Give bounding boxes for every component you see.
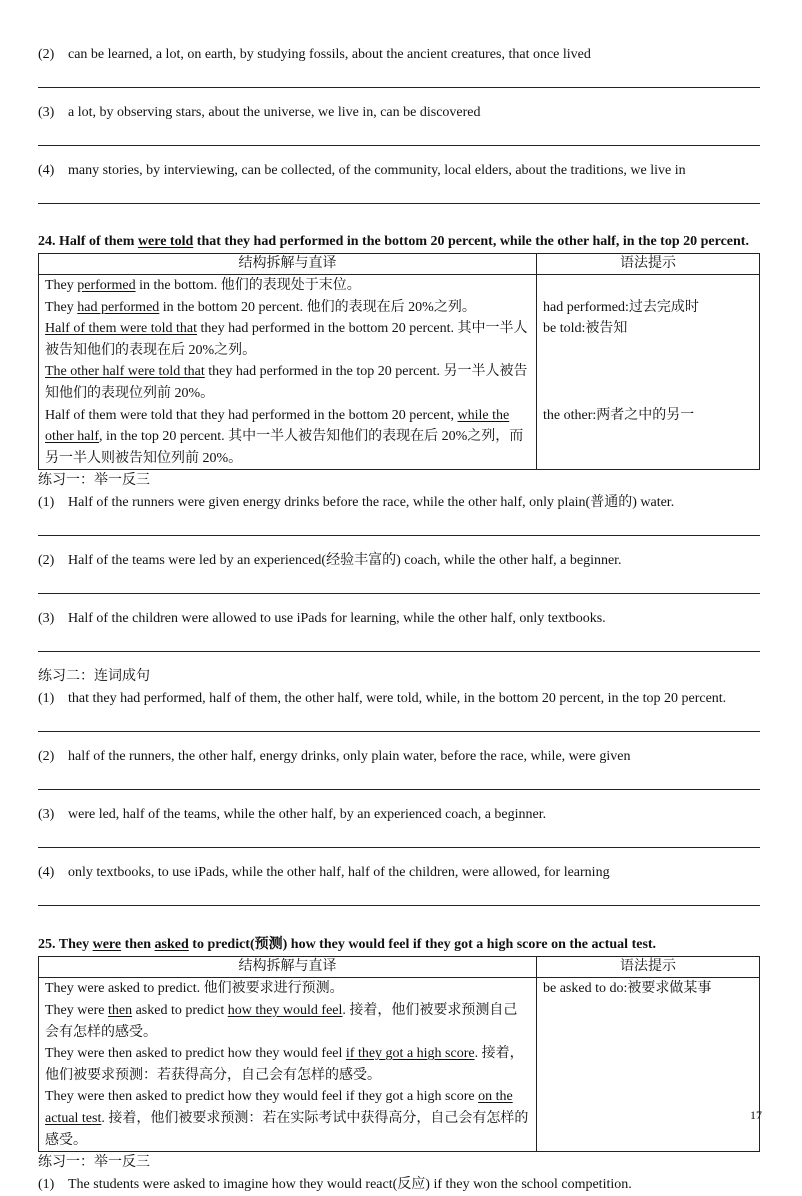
text-segment: asked to predict [132,1002,228,1018]
spacer [38,88,760,102]
structure-line [45,1086,530,1151]
item-number: (2) [38,553,55,569]
text-segment: they had performed in the top 20 percent. 另一半人被告知他们的表现位列前 20%。 [45,364,528,401]
underlined-text: Half of them were told that [45,321,198,337]
structure-line [45,275,530,297]
analysis-table [38,956,760,1152]
text-segment: in the bottom. 他们的表现处于末位。 [135,278,361,293]
text-segment: to predict(预测) how they would feel if they got a high score on the actual test. [188,937,657,953]
spacer [38,124,760,145]
item-number: (1) [38,1177,55,1193]
item-number: (3) [38,105,55,120]
structure-cell [39,275,537,470]
spacer [38,572,760,593]
item-number: (3) [38,611,55,627]
spacer [38,848,760,862]
text-segment: be asked to do:被要求做某事 [543,981,712,997]
text-segment: , in the top 20 percent. 其中一半人被告知他们的表现在后 20%之列，而另一半人则被告知位列前 20%。 [45,429,524,466]
spacer [38,146,760,160]
text-segment: be told:被告知 [543,321,628,337]
grammar-note [543,318,753,340]
structure-line [45,297,530,319]
underlined-text: performed [77,278,136,293]
structure-line [45,318,530,361]
exercise-label: 练习一：举一反三 [38,473,150,489]
grammar-note [543,297,753,319]
text-segment: They were then asked to predict how they would feel if they got a high score [45,1089,479,1105]
structure-cell [39,978,537,1152]
spacer [38,768,760,789]
text-segment: They were asked to predict. 他们被要求进行预测。 [45,981,344,997]
text-segment: 25. They [38,937,93,953]
grammar-note [543,978,753,1000]
text-segment: in the bottom 20 percent. 他们的表现在后 20%之列。 [159,299,476,315]
text-segment: They were then asked to predict how they would feel [45,1046,346,1062]
item-text: half of the runners, the other half, energy drinks, only plain water, before the race, while, were given [68,749,631,765]
exercise-item [38,804,760,826]
underlined-text: asked [154,937,189,953]
document-page [38,44,760,1196]
spacer [38,514,760,535]
exercise-item [38,492,760,514]
exercise-item [38,160,760,182]
text-segment: Half of them were told that they had performed in the bottom 20 percent, [45,407,458,423]
underlined-text: how they would feel [227,1002,343,1018]
spacer [38,920,760,934]
page-number: 17 [750,1108,762,1122]
item-number: (1) [38,691,55,707]
analysis-table [38,253,760,470]
spacer [38,884,760,905]
exercise-item [38,746,760,768]
spacer [38,204,760,218]
spacer [38,218,760,231]
underlined-text: on the actual test [45,1089,513,1126]
item-number: (3) [38,807,55,823]
spacer [38,826,760,847]
item-text: a lot, by observing stars, about the universe, we live in, can be discovered [68,105,481,120]
exercise-item [38,550,760,572]
item-text: Half of the teams were led by an experienced(经验丰富的) coach, while the other half, a beginner. [68,553,622,569]
spacer [38,536,760,550]
column-header: 结构拆解与直译 [39,254,537,275]
item-text: The students were asked to imagine how they would react(反应) if they won the school competition. [68,1177,632,1193]
spacer [38,652,760,666]
spacer [38,732,760,746]
item-text: Half of the children were allowed to use iPads for learning, while the other half, only textbooks. [68,611,606,627]
text-segment: had performed:过去完成时 [543,299,699,315]
spacer [38,710,760,731]
structure-line [45,1043,530,1086]
underlined-text: then [107,1002,133,1018]
structure-line [45,405,530,470]
exercise-item [38,44,760,66]
text-segment: then [121,937,155,953]
question-title [38,231,760,253]
exercise-item [38,688,760,710]
text-segment: . 接着，他们被要求预测：若在实际考试中获得高分，自己会有怎样的感受。 [45,1110,529,1148]
grammar-cell [537,978,760,1152]
underlined-text: while the other half [45,407,510,445]
item-text: Half of the runners were given energy drinks before the race, while the other half, only plain(普通的) water. [68,495,675,511]
item-text: that they had performed, half of them, the other half, were told, while, in the bottom 20 percent, in the top 20 percent. [68,691,727,707]
spacer [38,790,760,804]
exercise-item [38,862,760,884]
text-segment: . 接着，他们被要求预测：若获得高分，自己会有怎样的感受。 [45,1046,524,1083]
item-number: (1) [38,495,55,511]
underlined-text: were [92,937,122,953]
question-title [38,934,760,956]
item-text: were led, half of the teams, while the other half, by an experienced coach, a beginner. [68,807,547,823]
column-header: 语法提示 [537,957,760,978]
spacer [38,182,760,203]
underlined-text: The other half were told that [45,364,205,380]
structure-line [45,978,530,1000]
exercise-label: 练习二：连词成句 [38,669,150,685]
exercise-label: 练习一：举一反三 [38,1155,150,1171]
item-number: (2) [38,749,55,765]
text-segment: that they had performed in the bottom 20 percent, while the other half, in the top 20 percent. [193,234,749,249]
item-number: (4) [38,865,55,881]
exercise-item [38,102,760,124]
item-number: (4) [38,163,55,178]
text-segment: They [45,299,78,315]
spacer [38,630,760,651]
structure-line [45,1000,530,1043]
text-segment: They were [45,1002,108,1018]
underlined-text: were told [137,234,194,249]
structure-line [45,361,530,404]
grammar-note [543,405,753,427]
underlined-text: if they got a high score [345,1046,475,1062]
grammar-cell [537,275,760,470]
item-text: many stories, by interviewing, can be collected, of the community, local elders, about the traditions, we live in [68,163,686,178]
spacer [38,594,760,608]
text-segment: they had performed in the bottom 20 percent. 其中一半人被告知他们的表现在后 20%之列。 [45,321,528,358]
spacer [38,906,760,920]
text-segment: 24. Half of them [38,234,138,249]
column-header: 语法提示 [537,254,760,275]
item-text: can be learned, a lot, on earth, by studying fossils, about the ancient creatures, that once lived [68,47,591,62]
spacer [38,66,760,87]
item-text: only textbooks, to use iPads, while the other half, half of the children, were allowed, for learning [68,865,610,881]
column-header: 结构拆解与直译 [39,957,537,978]
exercise-item [38,1174,760,1196]
text-segment: the other:两者之中的另一 [543,407,695,423]
text-segment: . 接着，他们被要求预测自己会有怎样的感受。 [45,1002,518,1040]
exercise-item [38,608,760,630]
underlined-text: had performed [77,299,160,315]
item-number: (2) [38,47,55,62]
text-segment: They [45,278,78,293]
